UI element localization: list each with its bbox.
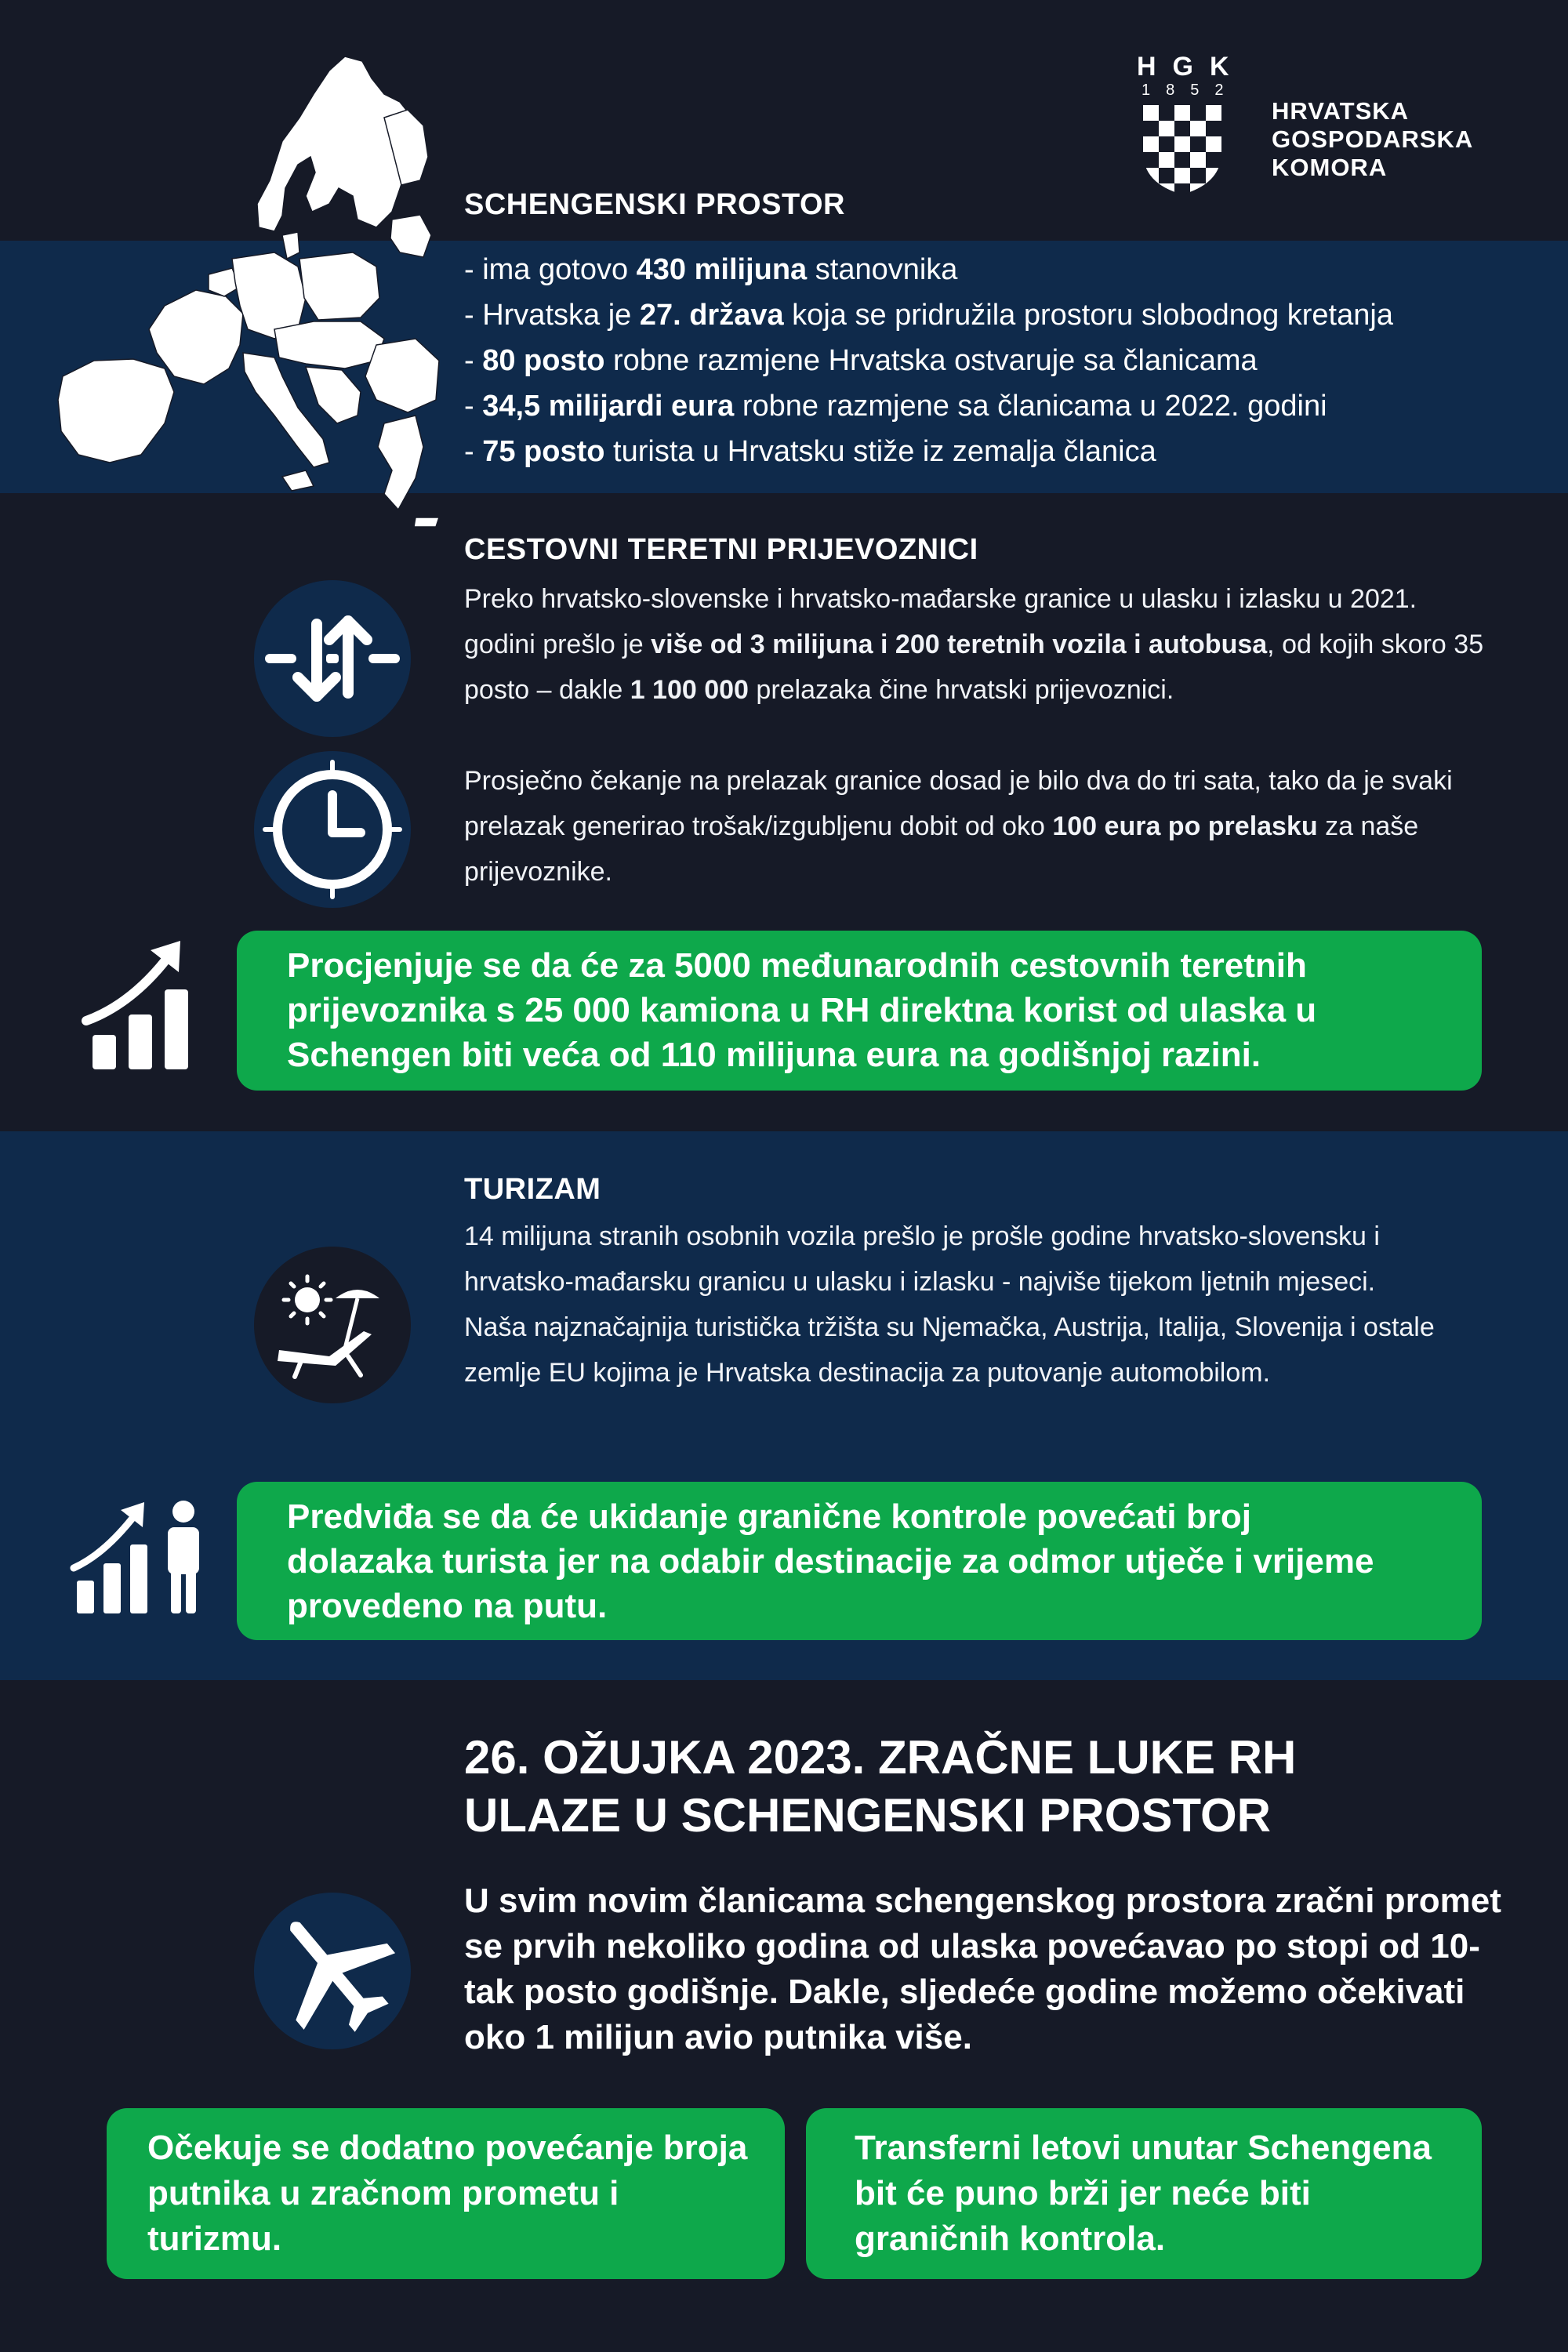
airports-box-left-text: Očekuje se dodatno povećanje broja putnika u zračnom prometu i turizmu.	[147, 2129, 748, 2258]
schengen-title: SCHENGENSKI PROSTOR	[464, 188, 845, 221]
bullet-text: robne razmjene sa članicama u 2022. godini	[734, 390, 1327, 423]
airports-title	[464, 1729, 1296, 1845]
airports-box-right	[806, 2108, 1482, 2279]
logo-name	[1272, 97, 1473, 182]
airports-text: U svim novim članicama schengenskog prostora zračni promet se prvih nekoliko godina od ulaska povećavao po stopi od 10-tak posto godišnje. Dakle, sljedeće godine možemo očekivati oko 1 milijun avio putnika više.	[464, 1882, 1501, 2056]
road-paragraph-1	[464, 576, 1491, 713]
bullet-bold: 27. država	[639, 299, 784, 332]
bullet-4	[464, 383, 1546, 429]
bullet-text: koja se pridružila prostoru slobodnog kretanja	[783, 299, 1393, 332]
two-way-arrows-icon	[254, 580, 411, 737]
logo-name-line-2: GOSPODARSKA	[1272, 125, 1474, 153]
bullet-3	[464, 338, 1546, 383]
clock-icon	[254, 751, 411, 908]
beach-sun-icon	[254, 1247, 411, 1403]
bullet-2	[464, 292, 1546, 338]
airplane-icon	[254, 1893, 411, 2049]
bullet-text: -	[464, 435, 483, 468]
logo-year: 1852	[1142, 82, 1240, 99]
logo-name-line-1: HRVATSKA	[1272, 97, 1410, 125]
tourism-title: TURIZAM	[464, 1173, 601, 1206]
airports-box-right-text: Transferni letovi unutar Schengena bit će puno brži jer neće biti graničnih kontrola.	[855, 2129, 1432, 2258]
bullet-bold: 75 posto	[482, 435, 605, 468]
schengen-bullets	[464, 247, 1546, 474]
europe-map-icon	[47, 47, 486, 533]
bullet-5	[464, 429, 1546, 474]
bullet-text: -	[464, 390, 483, 423]
bullet-text: - Hrvatska je	[464, 299, 640, 332]
road-title: CESTOVNI TERETNI PRIJEVOZNICI	[464, 533, 978, 566]
growth-person-icon	[69, 1494, 210, 1620]
road-highlight-box	[237, 931, 1482, 1091]
road-text: , od kojih skoro 35 posto – dakle	[464, 630, 1484, 705]
growth-chart-icon	[78, 933, 204, 1074]
logo-letters: HGK	[1137, 52, 1246, 82]
bullet-text: stanovnika	[807, 253, 958, 286]
logo-name-line-3: KOMORA	[1272, 154, 1388, 181]
hgk-logo	[1131, 52, 1507, 193]
bullet-text: turista u Hrvatsku stiže iz zemalja članica	[604, 435, 1156, 468]
road-paragraph-2	[464, 758, 1515, 895]
bullet-text: robne razmjene Hrvatska ostvaruje sa članicama	[604, 344, 1258, 377]
airports-box-left	[107, 2108, 785, 2279]
bullet-text: - ima gotovo	[464, 253, 637, 286]
bullet-bold: 34,5 milijardi eura	[482, 390, 735, 423]
airports-title-line-2: ULAZE U SCHENGENSKI PROSTOR	[464, 1789, 1271, 1842]
tourism-highlight-text: Predviđa se da će ukidanje granične kontrole povećati broj dolazaka turista jer na odabir destinacije za odmor utječe i vrijeme provedeno na putu.	[287, 1497, 1374, 1625]
road-text: Prosječno čekanje na prelazak granice dosad je bilo dva do tri sata, tako da je svaki prelazak generirao trošak/izgubljenu dobit od oko	[464, 766, 1453, 841]
tourism-text: 14 milijuna stranih osobnih vozila prešlo je prošle godine hrvatsko-slovensku i hrvatsko-mađarsku granicu u ulasku i izlasku - najviše tijekom ljetnih mjeseci. Naša najznačajnija turistička tržišta su Njemačka, Austrija, Italija, Slovenija i ostale zemlje EU kojima je Hrvatska destinacija za putovanje automobilom.	[464, 1221, 1435, 1388]
bullet-bold: 430 milijuna	[636, 253, 808, 286]
checkerboard-shield-icon	[1143, 105, 1221, 194]
airports-title-line-1: 26. OŽUJKA 2023. ZRAČNE LUKE RH	[464, 1731, 1297, 1784]
road-bold: 100 eura po prelasku	[1052, 811, 1318, 841]
bullet-text: -	[464, 344, 483, 377]
road-highlight-text: Procjenjuje se da će za 5000 međunarodnih cestovnih teretnih prijevoznika s 25 000 kamiona u RH direktna korist od ulaska u Schengen biti veća od 110 milijuna eura na godišnjoj razini.	[287, 946, 1317, 1074]
tourism-highlight-box	[237, 1482, 1482, 1640]
road-bold: više od 3 milijuna i 200 teretnih vozila i autobusa	[651, 630, 1268, 659]
road-text: Preko hrvatsko-slovenske i hrvatsko-mađarske granice u ulasku i izlasku u 2021. godini prešlo je	[464, 584, 1417, 659]
road-bold: 1 100 000	[630, 675, 749, 705]
road-text: za naše prijevoznike.	[464, 811, 1419, 887]
bullet-bold: 80 posto	[482, 344, 605, 377]
bullet-1	[464, 247, 1546, 292]
road-text: prelazaka čine hrvatski prijevoznici.	[748, 675, 1174, 705]
